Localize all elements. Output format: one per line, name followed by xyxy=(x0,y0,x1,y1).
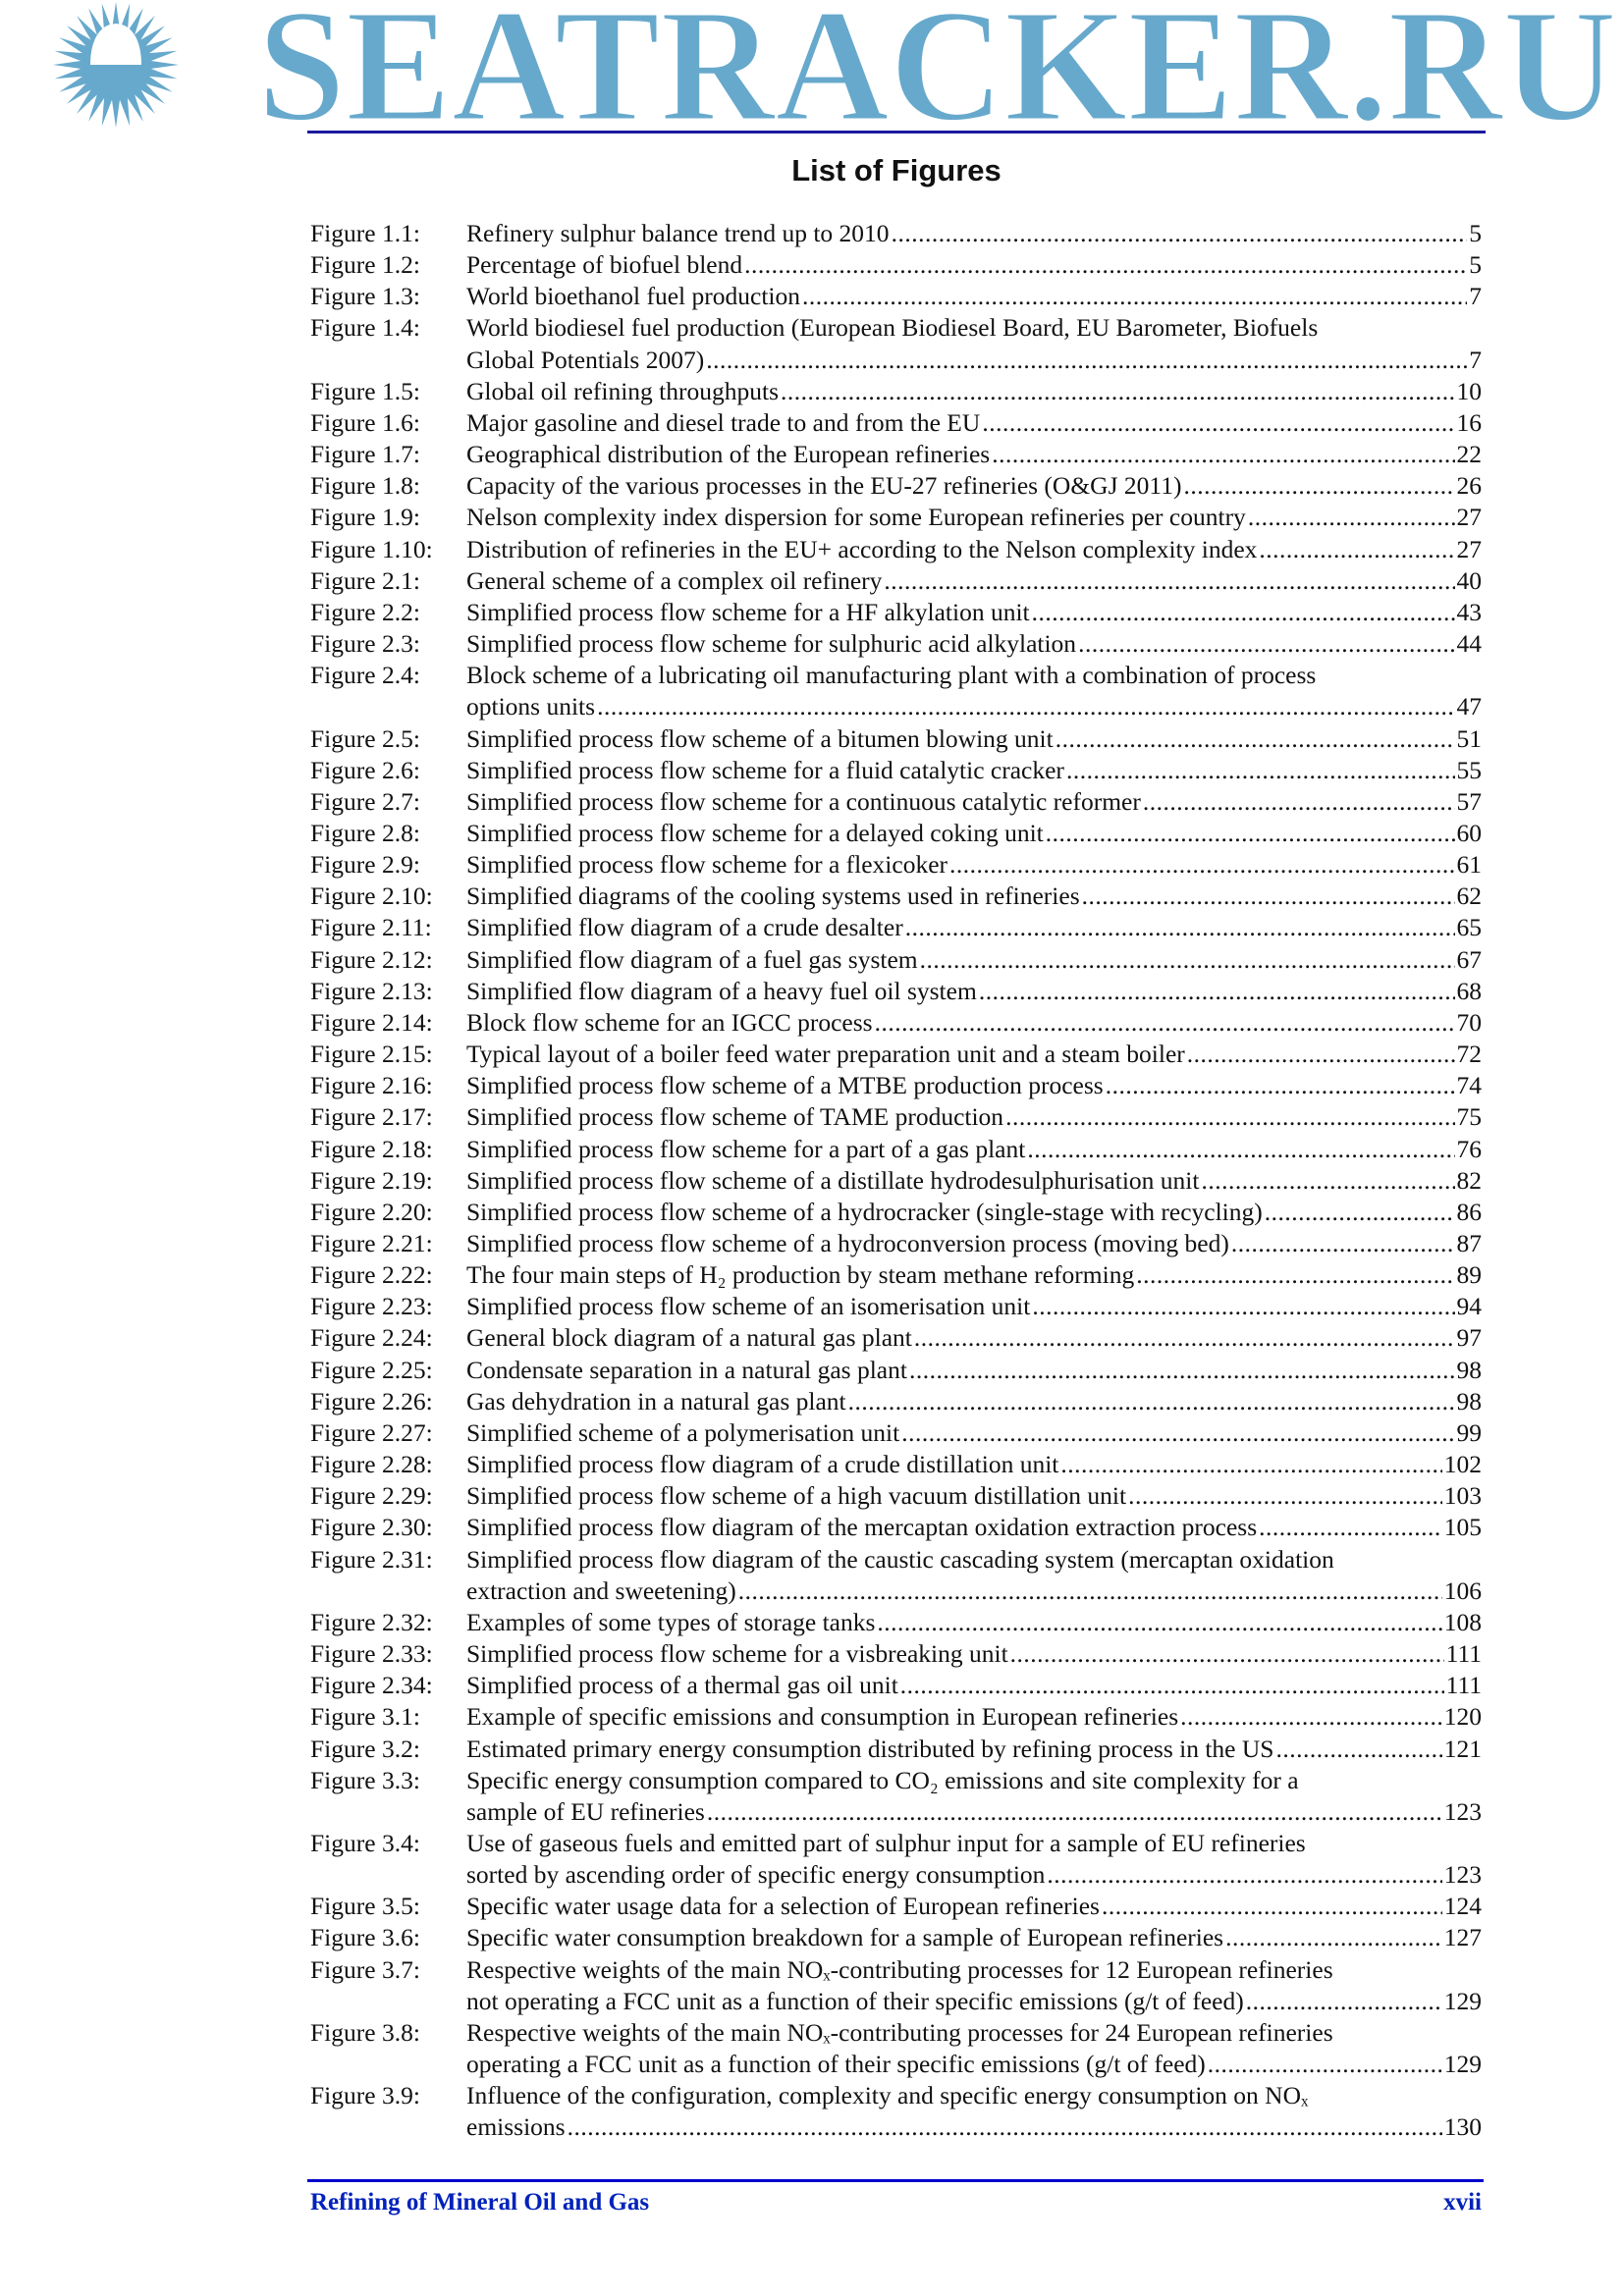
page-number: 51 xyxy=(1456,723,1482,753)
figure-label: Figure 2.16: xyxy=(310,1071,433,1100)
list-item-continuation xyxy=(310,691,1482,722)
dot-leader xyxy=(1032,1291,1454,1322)
figure-caption: Specific water consumption breakdown for a sample of European refineries xyxy=(466,1923,1224,1952)
page-number: 106 xyxy=(1443,1575,1482,1605)
figure-label: Figure 2.29: xyxy=(310,1481,433,1511)
dot-leader xyxy=(1010,1638,1444,1670)
figure-label: Figure 2.6: xyxy=(310,755,420,784)
footer-rule xyxy=(307,2179,1484,2182)
figure-label: Figure 2.28: xyxy=(310,1450,433,1479)
dot-leader xyxy=(1248,502,1455,533)
dot-leader xyxy=(1005,1101,1454,1133)
dot-leader xyxy=(1275,1734,1441,1765)
list-item[interactable] xyxy=(310,1291,1482,1322)
list-item-continuation xyxy=(310,1796,1482,1828)
figure-label: Figure 3.7: xyxy=(310,1954,420,1984)
figure-label: Figure 2.12: xyxy=(310,944,433,974)
list-item[interactable] xyxy=(310,1355,1482,1386)
dot-leader xyxy=(1246,1986,1442,2017)
page-number: 5 xyxy=(1469,219,1482,247)
figure-label: Figure 2.3: xyxy=(310,629,420,659)
figure-label: Figure 1.6: xyxy=(310,407,420,437)
figure-caption: General block diagram of a natural gas plant xyxy=(466,1323,912,1353)
dot-leader xyxy=(920,944,1455,976)
figure-caption: Simplified flow diagram of a heavy fuel oil system xyxy=(466,976,977,1005)
dot-leader xyxy=(1265,1197,1455,1228)
figure-caption: Influence of the configuration, complexity and specific energy consumption on NOₓ xyxy=(466,2081,1309,2110)
dot-leader xyxy=(1027,1134,1454,1165)
page-number: 5 xyxy=(1469,250,1482,280)
page-number: 82 xyxy=(1456,1165,1482,1195)
page-number: 65 xyxy=(1456,913,1482,942)
page-number: 44 xyxy=(1456,629,1482,659)
figure-label: Figure 2.33: xyxy=(310,1639,433,1669)
list-item[interactable] xyxy=(310,881,1482,912)
figure-caption: Simplified process flow scheme for a flexicoker xyxy=(466,850,948,880)
figure-caption-continued: emissions xyxy=(466,2112,566,2142)
dot-leader xyxy=(982,407,1454,439)
dot-leader xyxy=(781,376,1454,407)
list-item[interactable] xyxy=(310,1134,1482,1165)
page-number: 108 xyxy=(1443,1607,1482,1636)
figure-caption: Specific water usage data for a selection of European refineries xyxy=(466,1892,1100,1921)
list-item-continuation xyxy=(310,1859,1482,1891)
dot-leader xyxy=(1183,470,1454,502)
figure-label: Figure 2.26: xyxy=(310,1386,433,1415)
figure-caption: Respective weights of the main NOₓ-contributing processes for 12 European refineries xyxy=(466,1954,1333,1984)
list-item[interactable] xyxy=(310,407,1482,439)
figure-label: Figure 1.2: xyxy=(310,250,420,280)
figure-caption: Capacity of the various processes in the EU-27 refineries (O&GJ 2011) xyxy=(466,471,1182,501)
figure-label: Figure 1.5: xyxy=(310,376,420,405)
dot-leader xyxy=(597,691,1454,722)
figure-label: Figure 2.7: xyxy=(310,786,420,816)
figure-label: Figure 1.10: xyxy=(310,534,433,563)
dot-leader xyxy=(1208,2049,1442,2080)
list-item[interactable] xyxy=(310,628,1482,660)
figure-list xyxy=(310,218,1482,2144)
page-number: 7 xyxy=(1469,345,1482,374)
list-item[interactable] xyxy=(310,1954,1482,1986)
page-number: 98 xyxy=(1456,1386,1482,1415)
figure-caption: Simplified process flow scheme of a high vacuum distillation unit xyxy=(466,1481,1127,1511)
figure-caption: Block flow scheme for an IGCC process xyxy=(466,1007,873,1037)
dot-leader xyxy=(707,1796,1442,1828)
page-number: 70 xyxy=(1456,1007,1482,1037)
page-number: 121 xyxy=(1443,1734,1482,1763)
list-item[interactable] xyxy=(310,502,1482,533)
dot-leader xyxy=(738,1575,1442,1607)
figure-label: Figure 3.3: xyxy=(310,1765,420,1794)
figure-caption: Global oil refining throughputs xyxy=(466,376,780,405)
figure-label: Figure 2.9: xyxy=(310,850,420,880)
figure-caption: Block scheme of a lubricating oil manufacturing plant with a combination of process xyxy=(466,661,1317,690)
list-item[interactable] xyxy=(310,470,1482,502)
figure-label: Figure 1.1: xyxy=(310,219,420,247)
list-item[interactable] xyxy=(310,1544,1482,1575)
figure-label: Figure 2.11: xyxy=(310,913,432,942)
list-item[interactable] xyxy=(310,1734,1482,1765)
figure-label: Figure 1.4: xyxy=(310,313,420,343)
list-item[interactable] xyxy=(310,439,1482,470)
figure-caption: Examples of some types of storage tanks xyxy=(466,1607,876,1636)
figure-caption: Simplified process flow diagram of a crude distillation unit xyxy=(466,1450,1059,1479)
figure-caption: Simplified flow diagram of a crude desalter xyxy=(466,913,903,942)
dot-leader xyxy=(706,345,1467,376)
figure-label: Figure 3.1: xyxy=(310,1702,420,1732)
dot-leader xyxy=(1143,786,1455,818)
dot-leader xyxy=(905,912,1455,943)
page-number: 124 xyxy=(1443,1892,1482,1921)
figure-caption: Simplified process flow diagram of the caustic cascading system (mercaptan oxidation xyxy=(466,1544,1334,1574)
dot-leader xyxy=(1056,723,1455,755)
footer-page-number: xvii xyxy=(1443,2189,1482,2216)
dot-leader xyxy=(1187,1039,1455,1070)
dot-leader xyxy=(901,1417,1454,1449)
figure-label: Figure 2.31: xyxy=(310,1544,433,1574)
figure-caption: Distribution of refineries in the EU+ according to the Nelson complexity index xyxy=(466,534,1258,563)
page-number: 26 xyxy=(1456,471,1482,501)
page-number: 67 xyxy=(1456,944,1482,974)
figure-caption: Simplified process flow scheme of an isomerisation unit xyxy=(466,1292,1031,1321)
list-item[interactable] xyxy=(310,1670,1482,1701)
figure-label: Figure 3.9: xyxy=(310,2081,420,2110)
figure-label: Figure 2.2: xyxy=(310,597,420,626)
page-number: 43 xyxy=(1456,597,1482,626)
list-item[interactable] xyxy=(310,376,1482,407)
page-number: 47 xyxy=(1456,692,1482,721)
figure-label: Figure 2.22: xyxy=(310,1260,433,1290)
list-item[interactable] xyxy=(310,1165,1482,1197)
list-item[interactable] xyxy=(310,2080,1482,2111)
dot-leader xyxy=(1201,1165,1454,1197)
figure-label: Figure 2.24: xyxy=(310,1323,433,1353)
figure-caption: Simplified process flow scheme of a bitumen blowing unit xyxy=(466,723,1054,753)
list-item-continuation xyxy=(310,2111,1482,2143)
figure-caption: Simplified process flow scheme for sulphuric acid alkylation xyxy=(466,629,1077,659)
figure-caption: Simplified process flow diagram of the mercaptan oxidation extraction process xyxy=(466,1513,1258,1542)
list-item[interactable] xyxy=(310,1228,1482,1259)
figure-label: Figure 2.27: xyxy=(310,1417,433,1447)
figure-caption: Simplified flow diagram of a fuel gas system xyxy=(466,944,918,974)
list-item[interactable] xyxy=(310,723,1482,755)
figure-caption: Simplified process of a thermal gas oil unit xyxy=(466,1671,898,1700)
figure-caption: Example of specific emissions and consumption in European refineries xyxy=(466,1702,1179,1732)
dot-leader xyxy=(900,1670,1444,1701)
dot-leader xyxy=(892,218,1468,249)
figure-caption: World bioethanol fuel production xyxy=(466,282,800,311)
list-item[interactable] xyxy=(310,1828,1482,1859)
page-number: 75 xyxy=(1456,1102,1482,1132)
page-number: 16 xyxy=(1456,407,1482,437)
figure-caption-continued: operating a FCC unit as a function of their specific emissions (g/t of feed) xyxy=(466,2050,1206,2079)
figure-label: Figure 1.8: xyxy=(310,471,420,501)
page-number: 27 xyxy=(1456,534,1482,563)
figure-caption: Simplified process flow scheme of a distillate hydrodesulphurisation unit xyxy=(466,1165,1200,1195)
dot-leader xyxy=(1180,1701,1442,1733)
page-number: 74 xyxy=(1456,1071,1482,1100)
list-item[interactable] xyxy=(310,2017,1482,2049)
dot-leader xyxy=(1078,628,1454,660)
dot-leader xyxy=(979,976,1455,1007)
figure-caption: Simplified diagrams of the cooling systems used in refineries xyxy=(466,881,1080,911)
figure-caption-continued: options units xyxy=(466,692,596,721)
footer-document-title: Refining of Mineral Oil and Gas xyxy=(310,2189,650,2216)
list-item[interactable] xyxy=(310,818,1482,849)
figure-caption: Nelson complexity index dispersion for some European refineries per country xyxy=(466,503,1246,532)
figure-caption-continued: sorted by ascending order of specific energy consumption xyxy=(466,1860,1046,1890)
figure-caption: Condensate separation in a natural gas plant xyxy=(466,1355,907,1384)
figure-caption: Percentage of biofuel blend xyxy=(466,250,743,280)
page-title: List of Figures xyxy=(791,153,1001,187)
figure-caption: World biodiesel fuel production (European Biodiesel Board, EU Barometer, Biofuels xyxy=(466,313,1319,343)
list-item[interactable] xyxy=(310,1417,1482,1449)
watermark-text: SEATRACKER.RU xyxy=(257,0,1617,128)
figure-caption: Estimated primary energy consumption distributed by refining process in the US xyxy=(466,1734,1274,1763)
figure-caption: General scheme of a complex oil refinery xyxy=(466,565,883,595)
list-item[interactable] xyxy=(310,218,1482,249)
list-item[interactable] xyxy=(310,1070,1482,1101)
figure-label: Figure 2.4: xyxy=(310,661,420,690)
page-number: 129 xyxy=(1443,2050,1482,2079)
page-number: 10 xyxy=(1456,376,1482,405)
figure-label: Figure 2.25: xyxy=(310,1355,433,1384)
dot-leader xyxy=(1047,1859,1441,1891)
dot-leader xyxy=(877,1607,1441,1638)
figure-caption: Simplified process flow scheme for a fluid catalytic cracker xyxy=(466,755,1064,784)
list-item[interactable] xyxy=(310,597,1482,628)
sun-dome xyxy=(90,24,141,65)
figure-caption: Refinery sulphur balance trend up to 2010 xyxy=(466,219,890,247)
page-number: 55 xyxy=(1456,755,1482,784)
list-item[interactable] xyxy=(310,1765,1482,1796)
page-number: 68 xyxy=(1456,976,1482,1005)
figure-label: Figure 2.32: xyxy=(310,1607,433,1636)
page-number: 60 xyxy=(1456,818,1482,847)
page-number: 130 xyxy=(1443,2112,1482,2142)
dot-leader xyxy=(1106,1070,1455,1101)
figure-label: Figure 2.15: xyxy=(310,1040,433,1069)
list-item[interactable] xyxy=(310,1607,1482,1638)
page-number: 94 xyxy=(1456,1292,1482,1321)
list-item[interactable] xyxy=(310,1101,1482,1133)
figure-caption: Simplified process flow scheme of a MTBE production process xyxy=(466,1071,1104,1100)
dot-leader xyxy=(1102,1891,1442,1922)
list-item[interactable] xyxy=(310,1891,1482,1922)
list-item[interactable] xyxy=(310,1480,1482,1512)
dot-leader xyxy=(1066,755,1455,786)
list-item[interactable] xyxy=(310,1701,1482,1733)
figure-label: Figure 2.5: xyxy=(310,723,420,753)
figure-label: Figure 3.8: xyxy=(310,2017,420,2047)
figure-caption: Respective weights of the main NOₓ-contributing processes for 24 European refineries xyxy=(466,2017,1333,2047)
page-number: 111 xyxy=(1445,1671,1482,1700)
dot-leader xyxy=(744,249,1467,281)
figure-caption: Simplified scheme of a polymerisation unit xyxy=(466,1417,900,1447)
page-number: 102 xyxy=(1443,1450,1482,1479)
figure-caption-continued: Global Potentials 2007) xyxy=(466,345,705,374)
figure-label: Figure 2.18: xyxy=(310,1134,433,1163)
figure-caption: Simplified process flow scheme for a HF alkylation unit xyxy=(466,597,1030,626)
figure-label: Figure 1.7: xyxy=(310,440,420,469)
dot-leader xyxy=(1082,881,1455,912)
dot-leader xyxy=(1231,1228,1455,1259)
figure-caption-continued: not operating a FCC unit as a function of their specific emissions (g/t of feed) xyxy=(466,1986,1244,2015)
figure-caption: Major gasoline and diesel trade to and from the EU xyxy=(466,407,981,437)
dot-leader xyxy=(914,1322,1455,1354)
page-number: 97 xyxy=(1456,1323,1482,1353)
dot-leader xyxy=(1060,1449,1441,1480)
figure-caption: Gas dehydration in a natural gas plant xyxy=(466,1386,846,1415)
page-number: 120 xyxy=(1443,1702,1482,1732)
figure-label: Figure 2.20: xyxy=(310,1197,433,1226)
page-number: 61 xyxy=(1456,850,1482,880)
dot-leader xyxy=(1046,818,1455,849)
figure-caption: Simplified process flow scheme of a hydroconversion process (moving bed) xyxy=(466,1229,1229,1257)
figure-caption: Simplified process flow scheme for a delayed coking unit xyxy=(466,818,1044,847)
figure-label: Figure 1.9: xyxy=(310,503,420,532)
list-item[interactable] xyxy=(310,944,1482,976)
dot-leader xyxy=(802,281,1467,312)
list-item[interactable] xyxy=(310,249,1482,281)
page-number: 72 xyxy=(1456,1040,1482,1069)
dot-leader xyxy=(568,2111,1442,2143)
list-item[interactable] xyxy=(310,755,1482,786)
figure-caption-continued: sample of EU refineries xyxy=(466,1796,705,1826)
dot-leader xyxy=(1136,1259,1454,1291)
figure-caption: The four main steps of H₂ production by steam methane reforming xyxy=(466,1260,1135,1290)
page-number: 123 xyxy=(1443,1796,1482,1826)
figure-caption: Simplified process flow scheme for a part of a gas plant xyxy=(466,1134,1026,1163)
figure-caption: Specific energy consumption compared to CO₂ emissions and site complexity for a xyxy=(466,1765,1299,1794)
figure-label: Figure 2.23: xyxy=(310,1292,433,1321)
figure-caption: Simplified process flow scheme for a visbreaking unit xyxy=(466,1639,1008,1669)
dot-leader xyxy=(1225,1922,1442,1953)
list-item[interactable] xyxy=(310,281,1482,312)
dot-leader xyxy=(884,565,1454,597)
page-number: 87 xyxy=(1456,1229,1482,1257)
page-number: 129 xyxy=(1443,1986,1482,2015)
list-item[interactable] xyxy=(310,312,1482,344)
list-item[interactable] xyxy=(310,976,1482,1007)
page-number: 40 xyxy=(1456,565,1482,595)
figure-label: Figure 2.14: xyxy=(310,1007,433,1037)
page-number: 7 xyxy=(1469,282,1482,311)
dot-leader xyxy=(992,439,1454,470)
figure-caption: Simplified process flow scheme of TAME production xyxy=(466,1102,1004,1132)
list-item-continuation xyxy=(310,1575,1482,1607)
figure-label: Figure 1.3: xyxy=(310,282,420,311)
page-number: 111 xyxy=(1445,1639,1482,1669)
page-number: 105 xyxy=(1443,1513,1482,1542)
list-item-continuation xyxy=(310,1986,1482,2017)
figure-label: Figure 2.10: xyxy=(310,881,433,911)
page-number: 123 xyxy=(1443,1860,1482,1890)
page-number: 89 xyxy=(1456,1260,1482,1290)
list-item[interactable] xyxy=(310,1322,1482,1354)
page-number: 57 xyxy=(1456,786,1482,816)
page-number: 22 xyxy=(1456,440,1482,469)
list-item[interactable] xyxy=(310,1259,1482,1291)
figure-label: Figure 2.17: xyxy=(310,1102,433,1132)
page-number: 62 xyxy=(1456,881,1482,911)
figure-label: Figure 3.2: xyxy=(310,1734,420,1763)
list-item[interactable] xyxy=(310,1638,1482,1670)
list-item-continuation xyxy=(310,345,1482,376)
dot-leader xyxy=(1259,1512,1442,1543)
dot-leader xyxy=(909,1355,1455,1386)
list-item[interactable] xyxy=(310,660,1482,691)
list-item[interactable] xyxy=(310,849,1482,881)
figure-label: Figure 2.34: xyxy=(310,1671,433,1700)
figure-caption: Geographical distribution of the European refineries xyxy=(466,440,991,469)
page-number: 98 xyxy=(1456,1355,1482,1384)
list-item[interactable] xyxy=(310,534,1482,565)
dot-leader xyxy=(1128,1480,1442,1512)
figure-caption-continued: extraction and sweetening) xyxy=(466,1575,736,1605)
watermark-logo xyxy=(0,0,1624,128)
figure-caption: Simplified process flow scheme of a hydrocracker (single-stage with recycling) xyxy=(466,1197,1263,1226)
page-number: 86 xyxy=(1456,1197,1482,1226)
figure-caption: Typical layout of a boiler feed water preparation unit and a steam boiler xyxy=(466,1040,1185,1069)
figure-label: Figure 2.21: xyxy=(310,1229,433,1257)
page-number: 76 xyxy=(1456,1134,1482,1163)
figure-label: Figure 2.1: xyxy=(310,565,420,595)
list-item[interactable] xyxy=(310,1039,1482,1070)
figure-label: Figure 3.5: xyxy=(310,1892,420,1921)
figure-label: Figure 2.30: xyxy=(310,1513,433,1542)
sun-icon xyxy=(53,2,179,128)
list-item[interactable] xyxy=(310,786,1482,818)
figure-label: Figure 2.8: xyxy=(310,818,420,847)
dot-leader xyxy=(875,1007,1455,1039)
list-item[interactable] xyxy=(310,1922,1482,1953)
list-item-continuation xyxy=(310,2049,1482,2080)
figure-label: Figure 3.6: xyxy=(310,1923,420,1952)
figure-label: Figure 3.4: xyxy=(310,1828,420,1857)
list-item[interactable] xyxy=(310,565,1482,597)
page-number: 99 xyxy=(1456,1417,1482,1447)
page-number: 103 xyxy=(1443,1481,1482,1511)
list-item[interactable] xyxy=(310,1386,1482,1417)
list-item[interactable] xyxy=(310,1197,1482,1228)
list-item[interactable] xyxy=(310,912,1482,943)
list-item[interactable] xyxy=(310,1007,1482,1039)
figure-label: Figure 2.19: xyxy=(310,1165,433,1195)
page-number: 127 xyxy=(1443,1923,1482,1952)
dot-leader xyxy=(848,1386,1455,1417)
figure-caption: Simplified process flow scheme for a continuous catalytic reformer xyxy=(466,786,1141,816)
dot-leader xyxy=(1259,534,1454,565)
list-item[interactable] xyxy=(310,1449,1482,1480)
list-item[interactable] xyxy=(310,1512,1482,1543)
dot-leader xyxy=(949,849,1454,881)
figure-label: Figure 2.13: xyxy=(310,976,433,1005)
page-number: 27 xyxy=(1456,503,1482,532)
header-rule xyxy=(307,131,1486,133)
sun-rays xyxy=(53,2,179,128)
figure-caption: Use of gaseous fuels and emitted part of sulphur input for a sample of EU refineries xyxy=(466,1828,1306,1857)
dot-leader xyxy=(1032,597,1455,628)
